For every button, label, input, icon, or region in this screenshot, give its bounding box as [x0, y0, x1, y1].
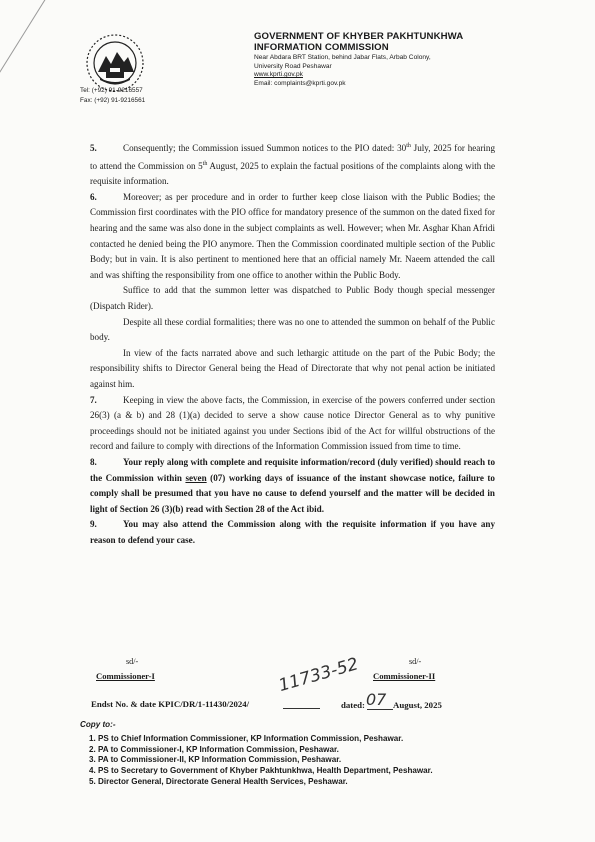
- paragraph-number: 5.: [90, 143, 97, 154]
- copy-item: 4. PS to Secretary to Government of Khyber Pakhtunkhwa, Health Department, Peshawar.: [98, 766, 480, 777]
- copy-item: 5. Director General, Directorate General Health Services, Peshawar.: [98, 777, 480, 788]
- signature-commissioner-1: Commissioner-I: [96, 671, 155, 681]
- copy-item: 2. PA to Commissioner-I, KP Information Commission, Peshawar.: [98, 745, 480, 756]
- paragraph-9: 9. You may also attend the Commission along with the requisite information if you have any reason to defend your case.: [90, 519, 495, 545]
- contact-block: [80, 86, 145, 105]
- header-title-government: GOVERNMENT OF KHYBER PAKHTUNKHWA: [254, 31, 464, 42]
- commission-logo: [84, 32, 146, 94]
- month-year: August, 2025: [393, 700, 442, 710]
- paragraph-number: 8.: [90, 456, 97, 467]
- endorsement-number: Endst No. & date KPIC/DR/1-11430/2024/: [91, 699, 250, 709]
- handwritten-dispatch-number: 11733-52: [276, 654, 361, 696]
- endorsement-line: [91, 699, 249, 709]
- paragraph-6-view: In view of the facts narrated above and such lethargic attitude on the part of the Pubic Body; the responsibility shifts to Director General being the Head of Directorate that why not penal action be initiated against him.: [90, 347, 495, 389]
- paragraph-5: 5. Consequently; the Commission issued Summon notices to the PIO dated: 30th July, 2025 for hearing to attend the Commission on 5th August, 2025 to explain the factual positions of the complaints along with the requisite information.: [90, 143, 495, 187]
- fold-line: [0, 0, 49, 86]
- signature-sd-2: sd/-: [409, 657, 422, 666]
- fax-number: Fax: (+92) 91-9216561: [80, 96, 146, 104]
- header-title-commission: INFORMATION COMMISSION: [254, 42, 389, 53]
- paragraph-8: 8. Your reply along with complete and requisite information/record (duly verified) should reach to the Commission within seven (07) working days of issuance of the instant showcase notice, failure to comply shall be presumed that you have no cause to defend yourself and the matter will be decided in light of Section 26 (3)(b) read with Section 28 of the Act ibid.: [90, 456, 495, 514]
- copy-item: 3. PA to Commissioner-II, KP Information Commission, Peshawar.: [98, 755, 480, 766]
- copy-to-list: [80, 734, 480, 788]
- paragraph-6: 6. Moreover; as per procedure and in order to further keep close liaison with the Public Bodies; the Commission first coordinates with the PIO office for mandatory presence of the summon on the dated fixed for hearing and the same was also done in the subject complaints as well. However; when Mr. Asghar Khan Afridi contacted he denied being the PIO anymore. Then the Commission coordinated multiple section of the Public Body; but in vain. It is also pertinent to mentioned here that an official namely Mr. Naeem attended the call and was shifting the responsibility from one office to another within the Public Body.: [90, 191, 495, 280]
- copy-to-section: [80, 720, 480, 788]
- header-address-line-2: University Road Peshawar: [254, 62, 332, 70]
- paragraph-number: 9.: [90, 519, 97, 530]
- tel-number: Tel: (+92) 91-9216557: [80, 87, 143, 94]
- paragraph-6-formalities: Despite all these cordial formalities; there was no one to attended the summon on behalf of the Public body.: [90, 316, 495, 343]
- paragraph-number: 7.: [90, 394, 97, 405]
- header-email[interactable]: Email: complaints@kprti.gov.pk: [254, 79, 346, 87]
- paragraph-number: 6.: [90, 191, 97, 202]
- handwritten-day: 07: [366, 690, 387, 709]
- copy-to-title: Copy to:-: [80, 720, 116, 729]
- dated-label: dated:: [341, 700, 365, 710]
- signature-commissioner-2: Commissioner-II: [373, 671, 436, 681]
- paragraph-6-dispatch: Suffice to add that the summon letter was dispatched to Public Body though special messenger (Dispatch Rider).: [90, 285, 495, 311]
- letter-body: [90, 139, 495, 549]
- dated-underline: [367, 709, 393, 710]
- handwritten-underline: [283, 708, 320, 709]
- header-address-line-1: Near Abdara BRT Station, behind Jabar Flats, Arbab Colony,: [254, 54, 431, 61]
- paragraph-7: 7. Keeping in view the above facts, the Commission, in exercise of the powers conferred under section 26(3) (a & b) and 28 (1)(a) decided to serve a show cause notice Director General as to why punitive proceedings should not be initiated against you under Sections ibid of the Act for willful obstructions of the record and failure to comply with directions of the Information Commission issued from time to time.: [90, 394, 495, 452]
- letterhead: [254, 31, 544, 88]
- signature-sd-1: sd/-: [126, 657, 139, 666]
- header-website-link[interactable]: www.kprti.gov.pk: [254, 71, 303, 79]
- copy-item: 1. PS to Chief Information Commissioner, KP Information Commission, Peshawar.: [98, 734, 480, 745]
